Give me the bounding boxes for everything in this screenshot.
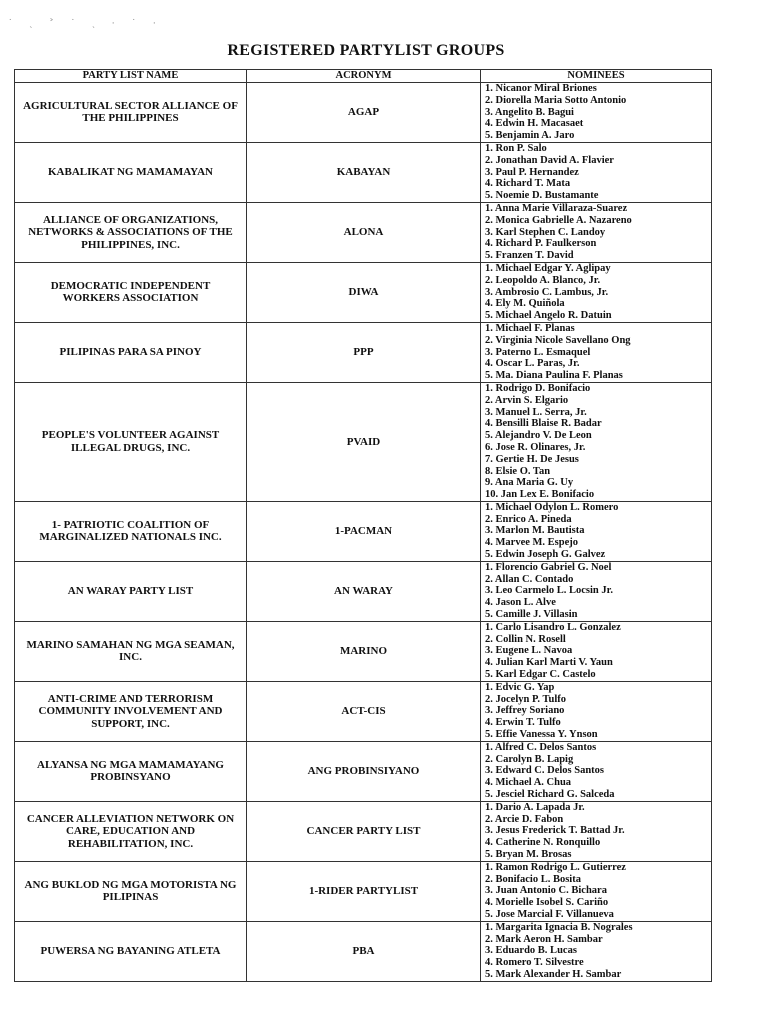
party-list-name: PEOPLE'S VOLUNTEER AGAINST ILLEGAL DRUGS, INC. (15, 382, 247, 501)
nominee: 3. Leo Carmelo L. Locsin Jr. (485, 585, 613, 597)
nominee: 1. Ron P. Salo (485, 142, 547, 154)
nominee: 1. Florencio Gabriel G. Noel (485, 561, 612, 573)
nominee: 2. Enrico A. Pineda (485, 513, 572, 525)
table-row (15, 621, 712, 681)
nominee: 2. Carolyn B. Lapig (485, 753, 574, 765)
party-acronym: 1-PACMAN (247, 501, 481, 561)
nominee: 3. Eduardo B. Lucas (485, 945, 577, 957)
nominee: 9. Ana Maria G. Uy (485, 477, 574, 489)
nominee: 2. Allan C. Contado (485, 573, 574, 585)
nominee: 1. Carlo Lisandro L. Gonzalez (485, 621, 621, 633)
nominee: 5. Mark Alexander H. Sambar (485, 968, 622, 980)
nominee: 5. Noemie D. Bustamante (485, 190, 599, 202)
nominee: 2. Diorella Maria Sotto Antonio (485, 94, 627, 106)
nominee: 1. Ramon Rodrigo L. Gutierrez (485, 861, 626, 873)
nominee: 1. Nicanor Miral Briones (485, 83, 597, 94)
table-row (15, 202, 712, 262)
nominees-cell (481, 621, 712, 681)
nominee: 4. Jason L. Alve (485, 597, 556, 609)
table-row (15, 142, 712, 202)
party-list-name: PILIPINAS PARA SA PINOY (15, 322, 247, 382)
table-row (15, 681, 712, 741)
nominee: 3. Ambrosio C. Lambus, Jr. (485, 286, 609, 298)
party-list-name: ALLIANCE OF ORGANIZATIONS, NETWORKS & ASSOCIATIONS OF THE PHILIPPINES, INC. (15, 202, 247, 262)
nominees-cell (481, 262, 712, 322)
nominee: 5. Franzen T. David (485, 250, 574, 262)
nominee: 2. Mark Aeron H. Sambar (485, 933, 603, 945)
party-acronym: PVAID (247, 382, 481, 501)
nominee: 2. Monica Gabrielle A. Nazareno (485, 214, 632, 226)
nominee: 4. Bensilli Blaise R. Badar (485, 418, 602, 430)
party-acronym: AN WARAY (247, 561, 481, 621)
nominees-cell (481, 801, 712, 861)
table-row (15, 801, 712, 861)
table-row (15, 83, 712, 143)
nominee: 5. Camille J. Villasin (485, 609, 578, 621)
nominee: 1. Michael Odylon L. Romero (485, 501, 619, 513)
nominees-cell (481, 322, 712, 382)
nominee: 1. Rodrigo D. Bonifacio (485, 382, 591, 394)
party-acronym: PBA (247, 921, 481, 981)
nominee: 4. Marvee M. Espejo (485, 537, 579, 549)
table-row (15, 382, 712, 501)
scan-specks: ˙ ˏ ˃ ˙ ˏ · ˙ · (8, 19, 163, 29)
party-acronym: ANG PROBINSIYANO (247, 741, 481, 801)
nominee: 3. Paul P. Hernandez (485, 166, 579, 178)
header-nominees: NOMINEES (481, 70, 712, 83)
table-row (15, 501, 712, 561)
table-row (15, 322, 712, 382)
nominee: 3. Juan Antonio C. Bichara (485, 885, 607, 897)
party-list-name: MARINO SAMAHAN NG MGA SEAMAN, INC. (15, 621, 247, 681)
table-row (15, 741, 712, 801)
partylist-table (14, 69, 712, 982)
party-list-name: ANG BUKLOD NG MGA MOTORISTA NG PILIPINAS (15, 861, 247, 921)
nominee: 4. Michael A. Chua (485, 777, 572, 789)
nominee: 1. Michael F. Planas (485, 322, 575, 334)
nominee: 1. Dario A. Lapada Jr. (485, 801, 585, 813)
nominee: 4. Julian Karl Marti V. Yaun (485, 657, 613, 669)
nominee: 2. Arcie D. Fabon (485, 813, 564, 825)
nominee: 4. Romero T. Silvestre (485, 957, 584, 969)
nominee: 5. Ma. Diana Paulina F. Planas (485, 370, 623, 382)
nominee: 3. Paterno L. Esmaquel (485, 346, 591, 358)
page-title: REGISTERED PARTYLIST GROUPS (227, 42, 505, 59)
party-acronym: MARINO (247, 621, 481, 681)
nominees-cell (481, 561, 712, 621)
header-party-list-name: PARTY LIST NAME (15, 70, 247, 83)
party-list-name: CANCER ALLEVIATION NETWORK ON CARE, EDUCATION AND REHABILITATION, INC. (15, 801, 247, 861)
nominees-cell (481, 921, 712, 981)
nominee: 4. Richard T. Mata (485, 178, 571, 190)
party-acronym: ACT-CIS (247, 681, 481, 741)
nominee: 4. Ely M. Quiñola (485, 298, 565, 310)
nominee: 2. Arvin S. Elgario (485, 394, 569, 406)
party-list-name: KABALIKAT NG MAMAMAYAN (15, 142, 247, 202)
party-acronym: CANCER PARTY LIST (247, 801, 481, 861)
table-row (15, 861, 712, 921)
nominee: 2. Bonifacio L. Bosita (485, 873, 581, 885)
nominee: 6. Jose R. Olinares, Jr. (485, 441, 586, 453)
nominee: 8. Elsie O. Tan (485, 465, 551, 477)
nominee: 3. Jeffrey Soriano (485, 705, 565, 717)
nominee: 3. Angelito B. Bagui (485, 106, 574, 118)
table-body (15, 83, 712, 982)
nominee: 4. Edwin H. Macasaet (485, 118, 584, 130)
party-list-name: 1- PATRIOTIC COALITION OF MARGINALIZED NATIONALS INC. (15, 501, 247, 561)
party-acronym: AGAP (247, 83, 481, 143)
nominee: 4. Oscar L. Paras, Jr. (485, 358, 580, 370)
party-list-name: ALYANSA NG MGA MAMAMAYANG PROBINSYANO (15, 741, 247, 801)
nominees-cell (481, 83, 712, 143)
nominee: 4. Erwin T. Tulfo (485, 717, 561, 729)
nominee: 10. Jan Lex E. Bonifacio (485, 489, 595, 501)
nominee: 1. Michael Edgar Y. Aglipay (485, 262, 611, 274)
nominees-cell (481, 861, 712, 921)
party-acronym: KABAYAN (247, 142, 481, 202)
party-list-name: AGRICULTURAL SECTOR ALLIANCE OF THE PHILIPPINES (15, 83, 247, 143)
nominee: 1. Margarita Ignacia B. Nograles (485, 921, 633, 933)
nominee: 2. Virginia Nicole Savellano Ong (485, 334, 631, 346)
table-row (15, 561, 712, 621)
nominee: 2. Collin N. Rosell (485, 633, 566, 645)
nominee: 3. Karl Stephen C. Landoy (485, 226, 606, 238)
nominee: 7. Gertie H. De Jesus (485, 453, 579, 465)
party-list-name: DEMOCRATIC INDEPENDENT WORKERS ASSOCIATION (15, 262, 247, 322)
nominee: 5. Jose Marcial F. Villanueva (485, 908, 614, 920)
table-header-row (15, 70, 712, 83)
nominees-cell (481, 202, 712, 262)
nominee: 1. Edvic G. Yap (485, 681, 555, 693)
nominees-cell (481, 741, 712, 801)
nominee: 5. Karl Edgar C. Castelo (485, 669, 596, 681)
nominee: 3. Marlon M. Bautista (485, 525, 585, 537)
nominees-cell (481, 501, 712, 561)
nominees-cell (481, 142, 712, 202)
nominee: 3. Edward C. Delos Santos (485, 765, 605, 777)
nominee: 4. Morielle Isobel S. Cariño (485, 897, 609, 909)
nominee: 3. Manuel L. Serra, Jr. (485, 406, 587, 418)
nominee: 3. Eugene L. Navoa (485, 645, 573, 657)
nominee: 2. Jonathan David A. Flavier (485, 154, 614, 166)
table-row (15, 262, 712, 322)
party-list-name: ANTI-CRIME AND TERRORISM COMMUNITY INVOLVEMENT AND SUPPORT, INC. (15, 681, 247, 741)
nominee: 4. Catherine N. Ronquillo (485, 837, 601, 849)
party-acronym: ALONA (247, 202, 481, 262)
nominee: 5. Jesciel Richard G. Salceda (485, 789, 615, 801)
nominee: 2. Leopoldo A. Blanco, Jr. (485, 274, 601, 286)
party-list-name: PUWERSA NG BAYANING ATLETA (15, 921, 247, 981)
nominee: 5. Bryan M. Brosas (485, 849, 572, 860)
nominee: 1. Anna Marie Villaraza-Suarez (485, 202, 628, 214)
nominee: 3. Jesus Frederick T. Battad Jr. (485, 825, 625, 837)
nominee: 5. Alejandro V. De Leon (485, 430, 592, 442)
nominee: 5. Effie Vanessa Y. Ynson (485, 729, 598, 741)
nominees-cell (481, 681, 712, 741)
nominee: 5. Edwin Joseph G. Galvez (485, 549, 606, 561)
nominees-cell (481, 382, 712, 501)
nominee: 1. Alfred C. Delos Santos (485, 741, 597, 753)
nominee: 5. Michael Angelo R. Datuin (485, 310, 612, 322)
party-acronym: PPP (247, 322, 481, 382)
nominee: 5. Benjamin A. Jaro (485, 130, 575, 142)
table-row (15, 921, 712, 981)
party-list-name: AN WARAY PARTY LIST (15, 561, 247, 621)
party-acronym: DIWA (247, 262, 481, 322)
party-acronym: 1-RIDER PARTYLIST (247, 861, 481, 921)
nominee: 2. Jocelyn P. Tulfo (485, 693, 567, 705)
header-acronym: ACRONYM (247, 70, 481, 83)
nominee: 4. Richard P. Faulkerson (485, 238, 597, 250)
